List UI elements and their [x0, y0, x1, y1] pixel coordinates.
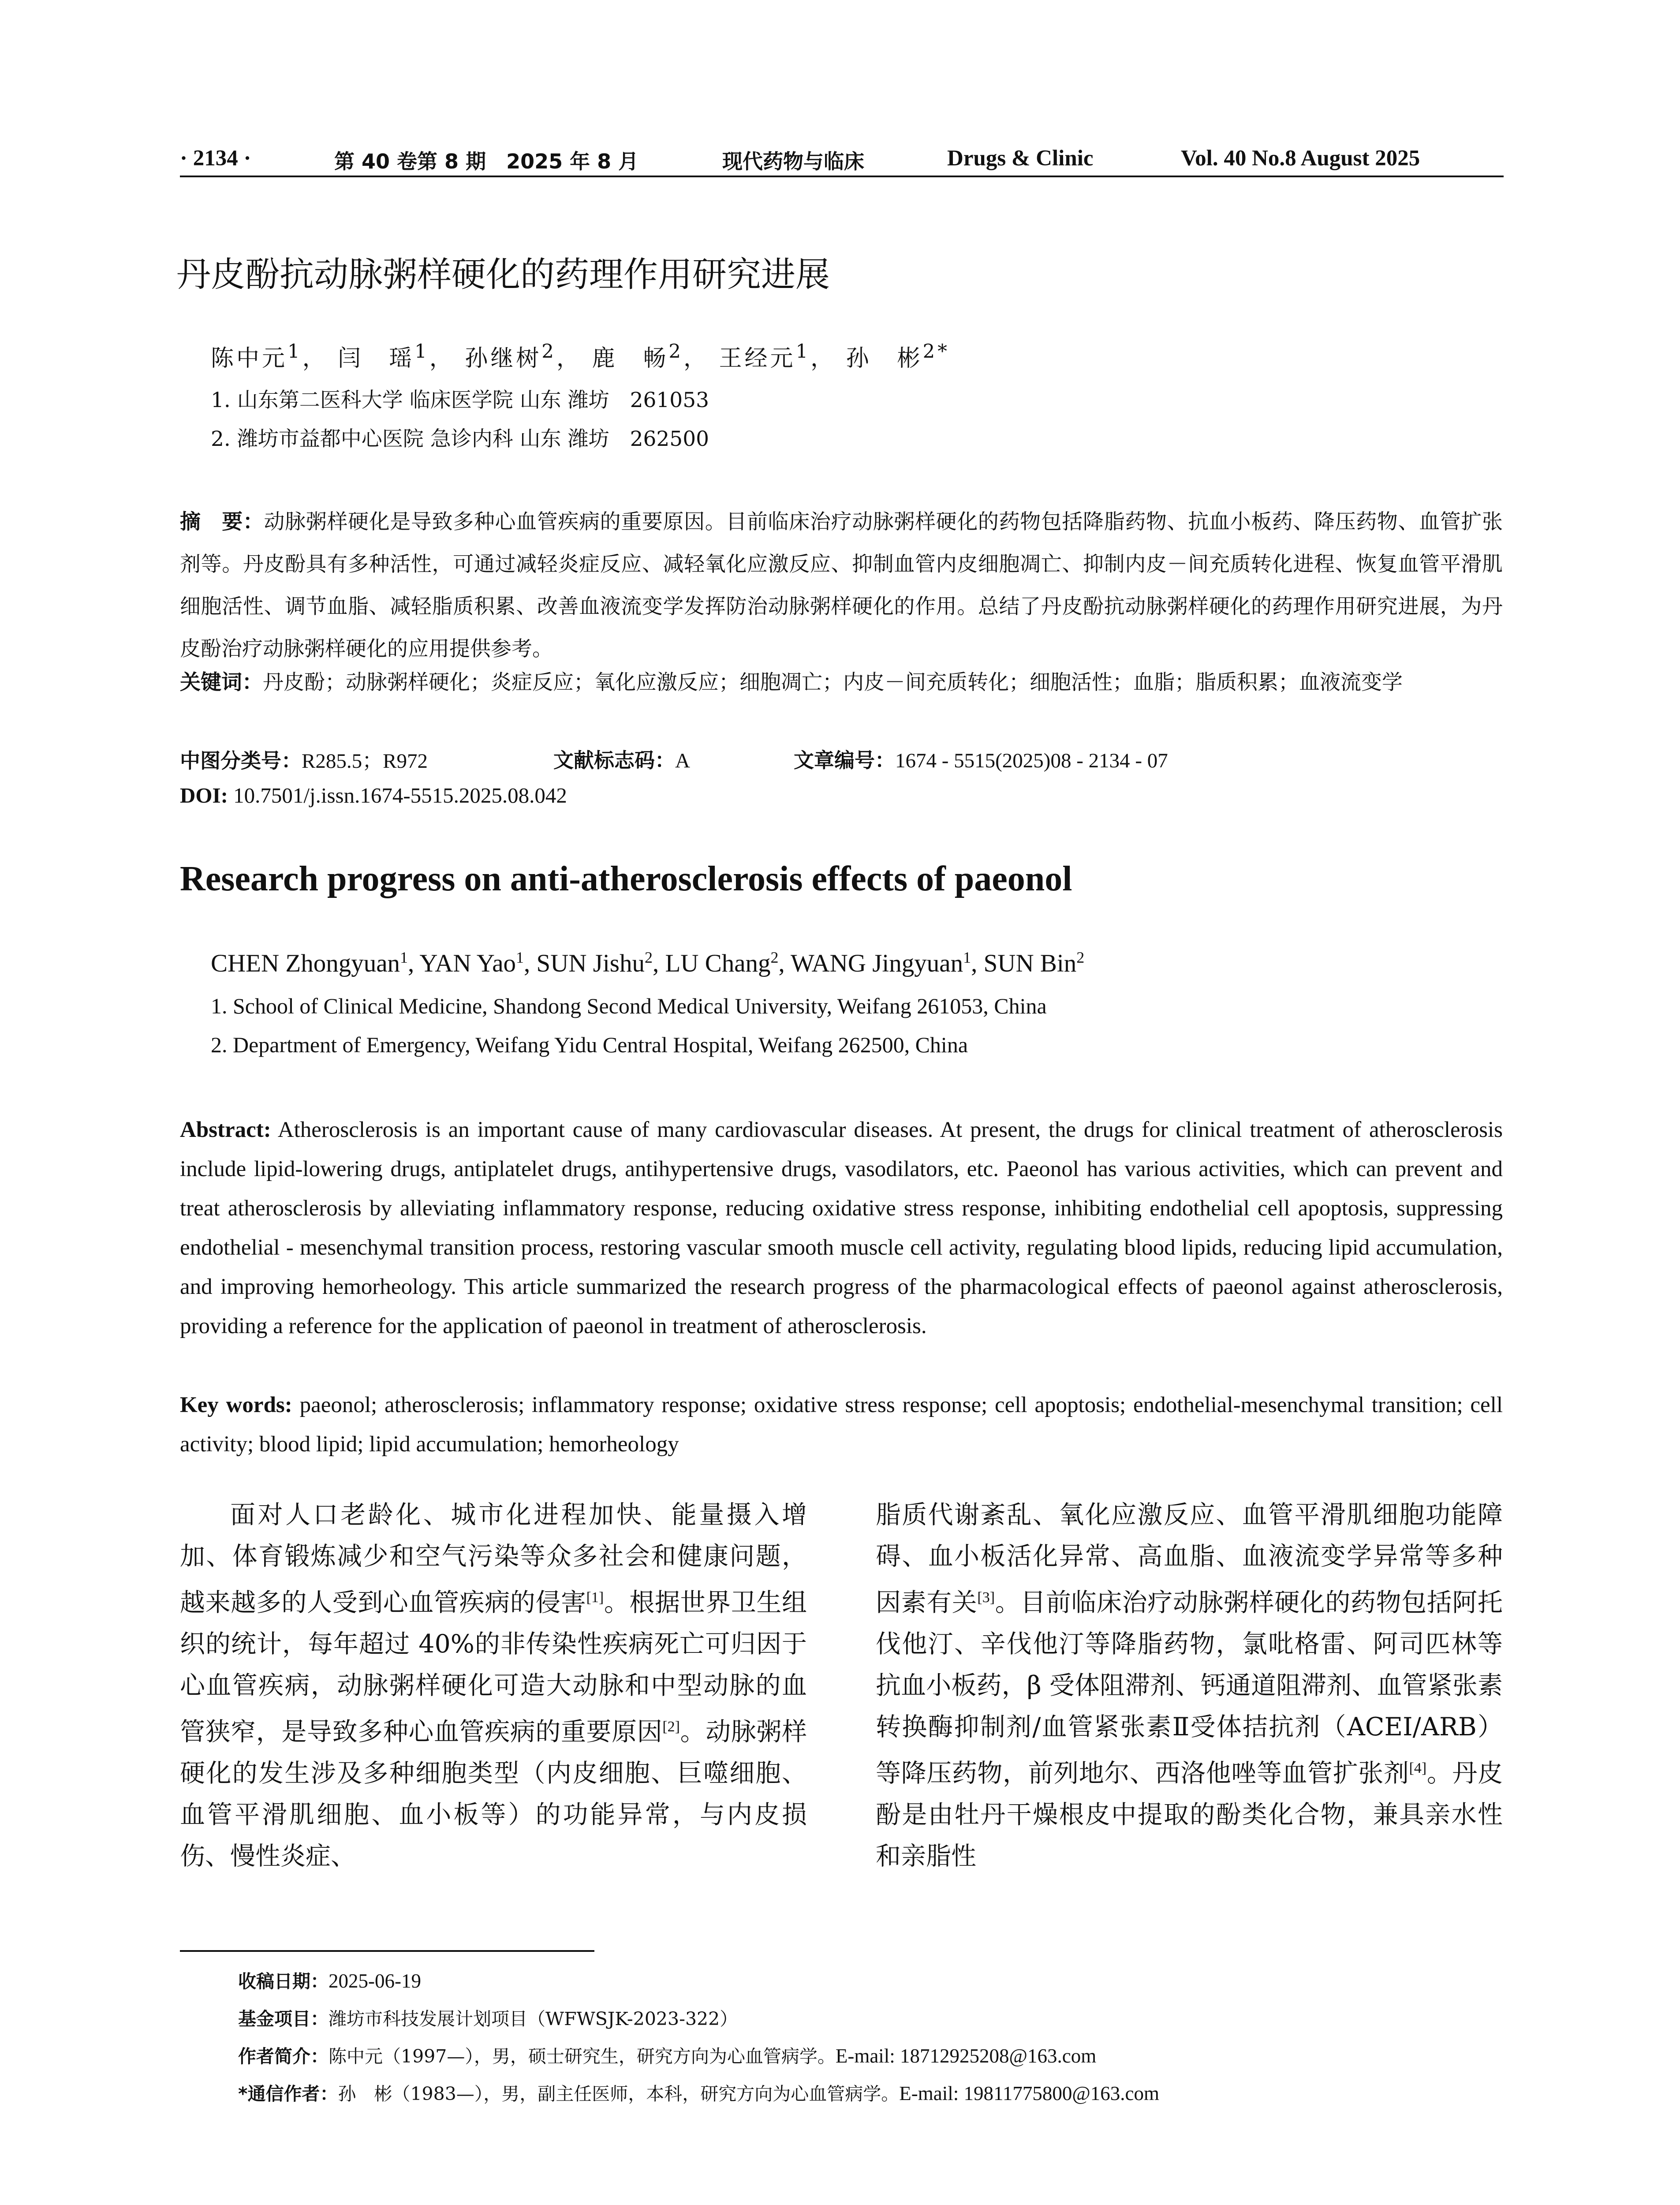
- author-sup: 1: [795, 340, 811, 363]
- corresponding-email: E-mail: 19811775800@163.com: [899, 2082, 1159, 2104]
- body-text: 。目前临床治疗动脉粥样硬化的药物包括阿托伐他汀、辛伐他汀等降脂药物，氯吡格雷、阿司匹林等抗血小板药，β 受体阻滞剂、钙通道阻滞剂、血管紧张素转换酶抑制剂/血管紧张素Ⅱ受体拮抗剂（ACEI/ARB）等降压药物，前列地尔、西洛他唑等血管扩张剂: [876, 1588, 1503, 1788]
- footnote-author: [238, 2042, 1096, 2068]
- doi-value: 10.7501/j.issn.1674-5515.2025.08.042: [233, 783, 567, 807]
- clc-label: 中图分类号：: [180, 749, 302, 773]
- received-date: 2025-06-19: [329, 1970, 421, 1992]
- keywords-cn-text: 丹皮酚；动脉粥样硬化；炎症反应；氧化应激反应；细胞凋亡；内皮－间充质转化；细胞活性；血脂；脂质积累；血液流变学: [263, 670, 1403, 695]
- author-name-en: SUN Bin: [983, 949, 1077, 977]
- journal-name-cn: 现代药物与临床: [722, 149, 864, 173]
- author-sup-en: 2: [644, 949, 653, 966]
- doc-code-value: A: [675, 749, 690, 772]
- author-bio: 陈中元（1997—），男，硕士研究生，研究方向为心血管病学。: [329, 2046, 836, 2067]
- title-cn: 丹皮酚抗动脉粥样硬化的药理作用研究进展: [176, 255, 830, 295]
- author-sup: 1: [287, 340, 302, 363]
- author-sup-en: 1: [516, 949, 524, 966]
- running-header: [180, 142, 1503, 177]
- author-name-en: CHEN Zhongyuan: [211, 949, 400, 977]
- author-name: 陈中元: [211, 345, 288, 372]
- article-number-value: 1674 - 5515(2025)08 - 2134 - 07: [895, 749, 1168, 772]
- abstract-en: [180, 1110, 1503, 1346]
- keywords-en-text: paeonol; atherosclerosis; inflammatory response; oxidative stress response; cell apoptosis; endothelial-mesenchymal transition; cell activity; blood lipid; lipid accumulation; hemorheology: [180, 1393, 1503, 1457]
- citation-ref: [3]: [977, 1589, 995, 1606]
- author-name-en: WANG Jingyuan: [791, 949, 963, 977]
- author-name: 闫 瑶: [338, 345, 415, 372]
- author-sup-en: 1: [400, 949, 408, 966]
- author-sup: 2*: [922, 340, 950, 363]
- citation-ref: [1]: [586, 1589, 604, 1606]
- footnote-fund: [238, 2004, 738, 2030]
- body-text: 面对人口老龄化、城市化进程加快、能量摄入增加、体育锻炼减少和空气污染等众多社会和健康问题，越来越多的人受到心血管疾病的侵害: [180, 1500, 807, 1617]
- issue-cn: 第 40 卷第 8 期 2025 年 8 月: [334, 149, 639, 173]
- doc-code: [553, 744, 690, 774]
- author-bio-label: 作者简介：: [238, 2046, 329, 2067]
- article-number-label: 文章编号：: [794, 748, 895, 772]
- classification-line: [180, 744, 428, 774]
- keywords-cn-label: 关键词：: [180, 670, 263, 695]
- authors-en: CHEN Zhongyuan$^1$, YAN Yao$^1$, SUN Jishu$^2$, LU Chang$^2$, WANG Jingyuan$^1$, SUN Bin$^2$: [211, 949, 1085, 977]
- footnote-rule: [180, 1950, 594, 1952]
- author-sup-en: 2: [1076, 949, 1085, 966]
- author-name: 孙 彬: [846, 345, 923, 372]
- keywords-en: [180, 1386, 1503, 1464]
- corresponding-bio: 孙 彬（1983—），男，副主任医师，本科，研究方向为心血管病学。: [338, 2083, 900, 2104]
- author-sup-en: 2: [770, 949, 779, 966]
- citation-ref: [4]: [1409, 1760, 1427, 1776]
- author-name: 孙继树: [465, 345, 542, 372]
- author-sup: 2: [541, 340, 556, 363]
- doi: [180, 783, 567, 808]
- received-label: 收稿日期：: [238, 1971, 329, 1992]
- body-column-left: [180, 1494, 807, 1877]
- journal-name-en: Drugs & Clinic: [947, 146, 1094, 171]
- abstract-en-label: Abstract:: [180, 1117, 271, 1142]
- body-column-right: [876, 1494, 1503, 1877]
- clc-value: R285.5；R972: [302, 750, 428, 773]
- body-text: 脂质代谢紊乱、氧化应激反应、血管平滑肌细胞功能障碍、血小板活化异常、高血脂、血液流变学异常等多种因素有关: [876, 1500, 1503, 1617]
- keywords-cn: [180, 662, 1503, 704]
- author-sup: 2: [668, 340, 683, 363]
- body-text: 。动脉粥样硬化的发生涉及多种细胞类型（内皮细胞、巨噬细胞、血管平滑肌细胞、血小板等）的功能异常，与内皮损伤、慢性炎症、: [180, 1717, 807, 1871]
- author-sup-en: 1: [963, 949, 971, 966]
- author-name-en: SUN Jishu: [536, 949, 645, 977]
- body-text: 。丹皮酚是由牡丹干燥根皮中提取的酚类化合物，兼具亲水性和亲脂性: [876, 1759, 1503, 1871]
- doi-label: DOI:: [180, 783, 228, 807]
- affiliation-cn: 2. 潍坊市益都中心医院 急诊内科 山东 潍坊 262500: [211, 427, 709, 451]
- header-rule: [180, 176, 1504, 177]
- issue-en: Vol. 40 No.8 August 2025: [1181, 146, 1420, 171]
- author-name: 王经元: [719, 345, 796, 372]
- footnote-received: [238, 1967, 421, 1993]
- abstract-cn-text: 动脉粥样硬化是导致多种心血管疾病的重要原因。目前临床治疗动脉粥样硬化的药物包括降脂药物、抗血小板药、降压药物、血管扩张剂等。丹皮酚具有多种活性，可通过减轻炎症反应、减轻氧化应激反应、抑制血管内皮细胞凋亡、抑制内皮－间充质转化进程、恢复血管平滑肌细胞活性、调节血脂、减轻脂质积累、改善血液流变学发挥防治动脉粥样硬化的作用。总结了丹皮酚抗动脉粥样硬化的药理作用研究进展，为丹皮酚治疗动脉粥样硬化的应用提供参考。: [180, 510, 1503, 661]
- author-name-en: LU Chang: [665, 949, 771, 977]
- keywords-en-label: Key words:: [180, 1393, 292, 1417]
- fund-value: 潍坊市科技发展计划项目（WFWSJK-2023-322）: [329, 2008, 738, 2029]
- author-name: 鹿 畅: [592, 345, 669, 372]
- author-sup: 1: [414, 340, 429, 363]
- doc-code-label: 文献标志码：: [553, 748, 675, 772]
- citation-ref: [2]: [662, 1719, 680, 1735]
- abstract-en-text: Atherosclerosis is an important cause of many cardiovascular diseases. At present, the drugs for clinical treatment of atherosclerosis include lipid-lowering drugs, antiplatelet drugs, antihypertensive drugs, vasodilators, etc. Paeonol has various activities, which can prevent and treat atherosclerosis by alleviating inflammatory response, reducing oxidative stress response, inhibiting endothelial cell apoptosis, suppressing endothelial - mesenchymal transition process, restoring vascular smooth muscle cell activity, regulating blood lipids, reducing lipid accumulation, and improving hemorheology. This article summarized the research progress of the pharmacological effects of paeonol against atherosclerosis, providing a reference for the application of paeonol in treatment of atherosclerosis.: [180, 1117, 1503, 1338]
- authors-cn: 陈中元$^1$， 闫 瑶$^1$， 孙继树$^2$， 鹿 畅$^2$， 王经元$^1$， 孙 彬$^{2*}$: [211, 340, 950, 372]
- body-text: 。根据世界卫生组织的统计，每年超过 40%的非传染性疾病死亡可归因于心血管疾病，动脉粥样硬化可造大动脉和中型动脉的血管狭窄，是导致多种心血管疾病的重要原因: [180, 1588, 807, 1746]
- corresponding-label: *通信作者：: [238, 2083, 338, 2104]
- affiliation-cn: 1. 山东第二医科大学 临床医学院 山东 潍坊 261053: [211, 388, 709, 412]
- page-number: · 2134 ·: [180, 146, 251, 171]
- title-en: Research progress on anti-atherosclerosis effects of paeonol: [180, 860, 1072, 898]
- author-email: E-mail: 18712925208@163.com: [835, 2045, 1097, 2067]
- affiliation-en: 2. Department of Emergency, Weifang Yidu Central Hospital, Weifang 262500, China: [211, 1032, 968, 1057]
- fund-label: 基金项目：: [238, 2008, 329, 2029]
- footnote-corresponding: [238, 2079, 1159, 2105]
- article-number: [794, 744, 1168, 774]
- author-name-en: YAN Yao: [419, 949, 516, 977]
- affiliation-en: 1. School of Clinical Medicine, Shandong Second Medical University, Weifang 261053, China: [211, 994, 1047, 1018]
- abstract-cn: [180, 501, 1503, 670]
- abstract-cn-label: 摘 要：: [180, 510, 264, 534]
